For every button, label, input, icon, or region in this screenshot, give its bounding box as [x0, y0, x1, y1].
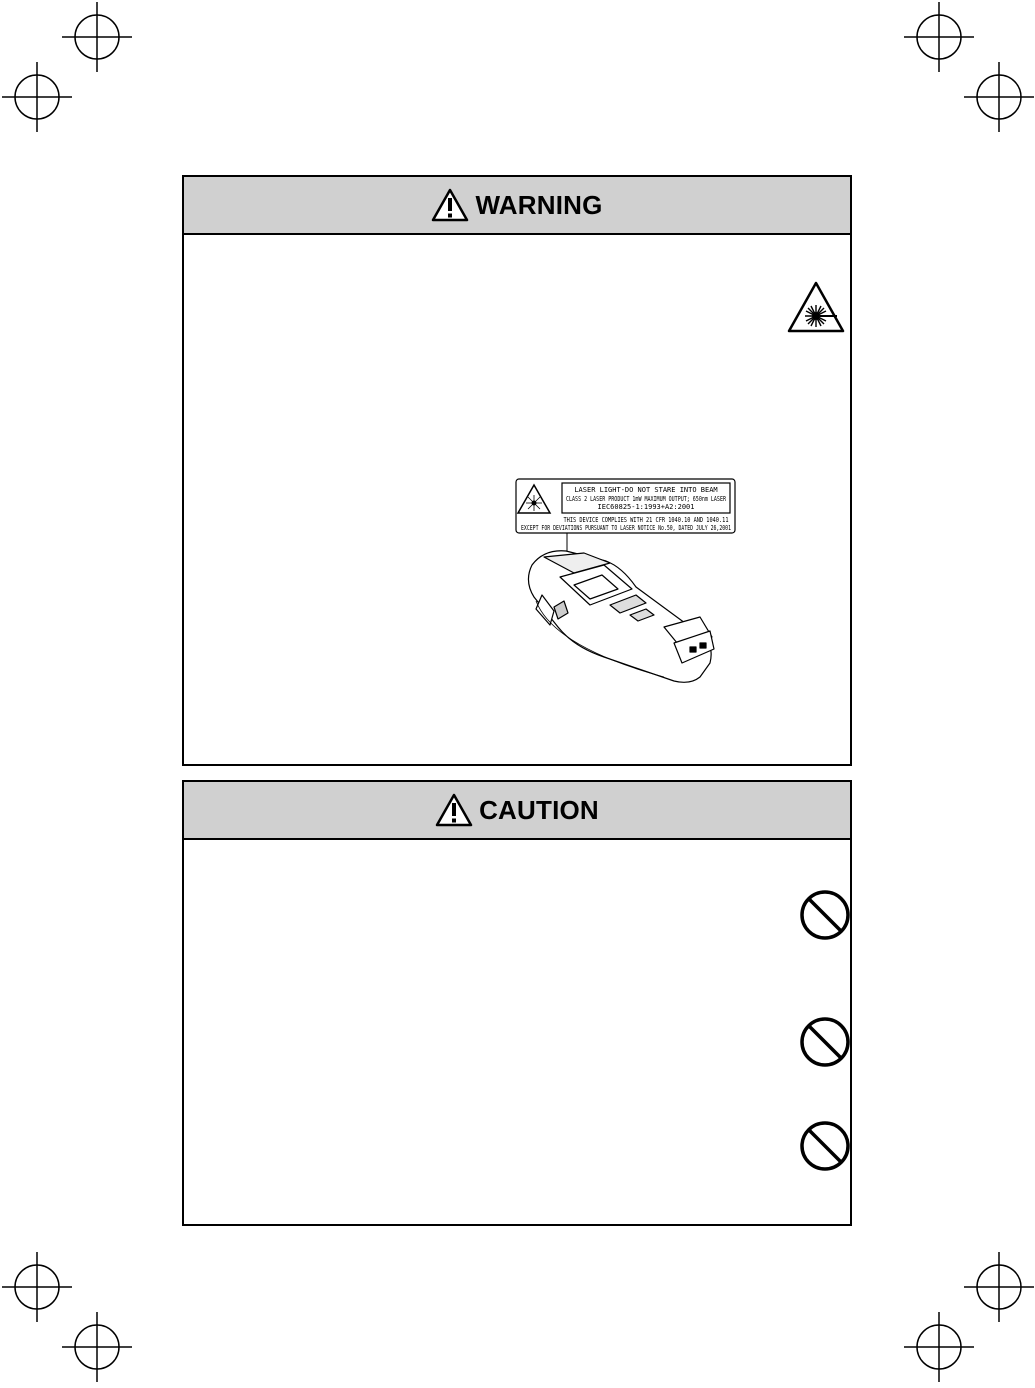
label-line-4: THIS DEVICE COMPLIES WITH 21 CFR 1040.10 AND 1040.11 — [563, 516, 729, 524]
caution-triangle-icon — [435, 793, 473, 827]
laser-hazard-icon — [787, 281, 845, 333]
warning-header — [184, 177, 850, 235]
device-label-illustration — [514, 477, 739, 687]
label-line-1: LASER LIGHT-DO NOT STARE INTO BEAM — [574, 486, 718, 494]
label-line-3: IEC60825-1:1993+A2:2001 — [597, 503, 695, 511]
registration-mark-top-left-inner — [62, 2, 132, 72]
warning-triangle-icon — [431, 188, 469, 222]
prohibition-icon — [798, 888, 852, 942]
caution-header — [184, 782, 850, 840]
caution-title: CAUTION — [479, 794, 599, 825]
warning-title: WARNING — [475, 189, 603, 220]
label-line-2: CLASS 2 LASER PRODUCT 1mW MAXIMUM OUTPUT; 650nm LASER — [566, 495, 727, 503]
label-line-5: EXCEPT FOR DEVIATIONS PURSUANT TO LASER NOTICE No.50, DATED JULY 26,2001 — [521, 524, 731, 532]
registration-mark-bottom-left-inner — [62, 1312, 132, 1382]
caution-box — [182, 780, 852, 1226]
registration-mark-bottom-right-inner — [904, 1312, 974, 1382]
registration-mark-top-right-outer — [964, 62, 1034, 132]
registration-mark-top-left-outer — [2, 62, 72, 132]
prohibition-icon — [798, 1015, 852, 1069]
registration-mark-bottom-right-outer — [964, 1252, 1034, 1322]
prohibition-icon — [798, 1119, 852, 1173]
warning-box — [182, 175, 852, 766]
